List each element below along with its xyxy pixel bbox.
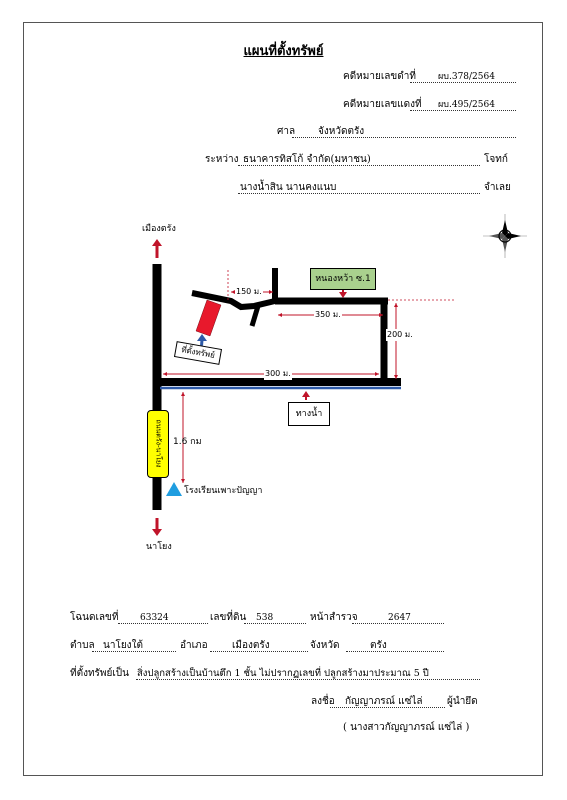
subdistrict-value: นาโยงใต้ [103,640,143,651]
property-desc-label: ที่ตั้งทรัพย์เป็น [70,668,129,679]
dim-350-label: 350 ม. [315,310,341,319]
road-sign-label: ถนนตรัง-นาโยง [154,419,163,468]
road-sign [147,410,169,478]
sign-label: ลงชื่อ [311,696,335,707]
district-label: อำเภอ [180,640,208,651]
compass-icon [483,214,527,258]
case-black-label: คดีหมายเลขดำที่ [343,71,416,82]
arrow-down-pond-icon [339,290,347,298]
property-label: ที่ตั้งทรัพย์ [174,341,222,365]
deed-value: 63324 [140,613,169,623]
arrow-down-south-icon [152,518,162,536]
district-value: เมืองตรัง [232,640,270,651]
land-no-value: 538 [256,613,274,623]
survey-value: 2647 [388,613,411,623]
case-red-label: คดีหมายเลขแดงที่ [343,99,422,110]
north-label: เมืองตรัง [142,224,176,234]
waterway-label: ทางน้ำ [288,402,330,426]
property-desc-value: สิ่งปลูกสร้างเป็นบ้านตึก 1 ชั้น ไม่ปรากฏเลขที่ ปลูกสร้างมาประมาณ 5 ปี [137,668,429,679]
sign-role: ผู้นำยึด [447,696,478,707]
dim-300-label: 300 ม. [265,369,291,378]
court-label: ศาล [277,126,296,137]
land-no-label: เลขที่ดิน [210,612,247,623]
dim-200-label: 200 ม. [387,330,413,339]
school-triangle-icon [166,482,182,496]
between-label: ระหว่าง [205,154,239,165]
page-title: แผนที่ตั้งทรัพย์ [243,44,324,59]
south-label: นาโยง [146,542,172,552]
school-distance: 1.6 กม [173,437,202,447]
case-black-value: ผบ.378/2564 [438,72,495,82]
sign-fullname: ( นางสาวกัญญาภรณ์ แซ่ไล่ ) [343,722,470,733]
province-value: ตรัง [370,640,387,651]
subdistrict-label: ตำบล [70,640,95,651]
deed-label: โฉนดเลขที่ [70,612,119,623]
court-value: จังหวัดตรัง [318,126,365,137]
defendant-value: นางน้ำสิน นานคงแนบ [240,182,337,193]
defendant-role: จำเลย [484,182,511,193]
survey-label: หน้าสำรวจ [310,612,358,623]
sign-name: กัญญาภรณ์ แซ่ไล่ [345,696,423,707]
pond-label: หนองหว้า ซ.1 [310,268,376,290]
land-no-line [244,623,306,624]
plaintiff-value: ธนาคารทิสโก้ จำกัด(มหาชน) [243,154,371,165]
province-label: จังหวัด [310,640,340,651]
province-line [346,651,444,652]
property-block [196,300,221,336]
arrow-up-north-icon [152,239,162,258]
arrow-up-waterway-icon [302,391,310,400]
plaintiff-role: โจทก์ [484,154,508,165]
case-red-value: ผบ.495/2564 [438,100,495,110]
school-label: โรงเรียนเพาะปัญญา [184,486,263,496]
dim-150-label: 150 ม. [236,287,262,296]
